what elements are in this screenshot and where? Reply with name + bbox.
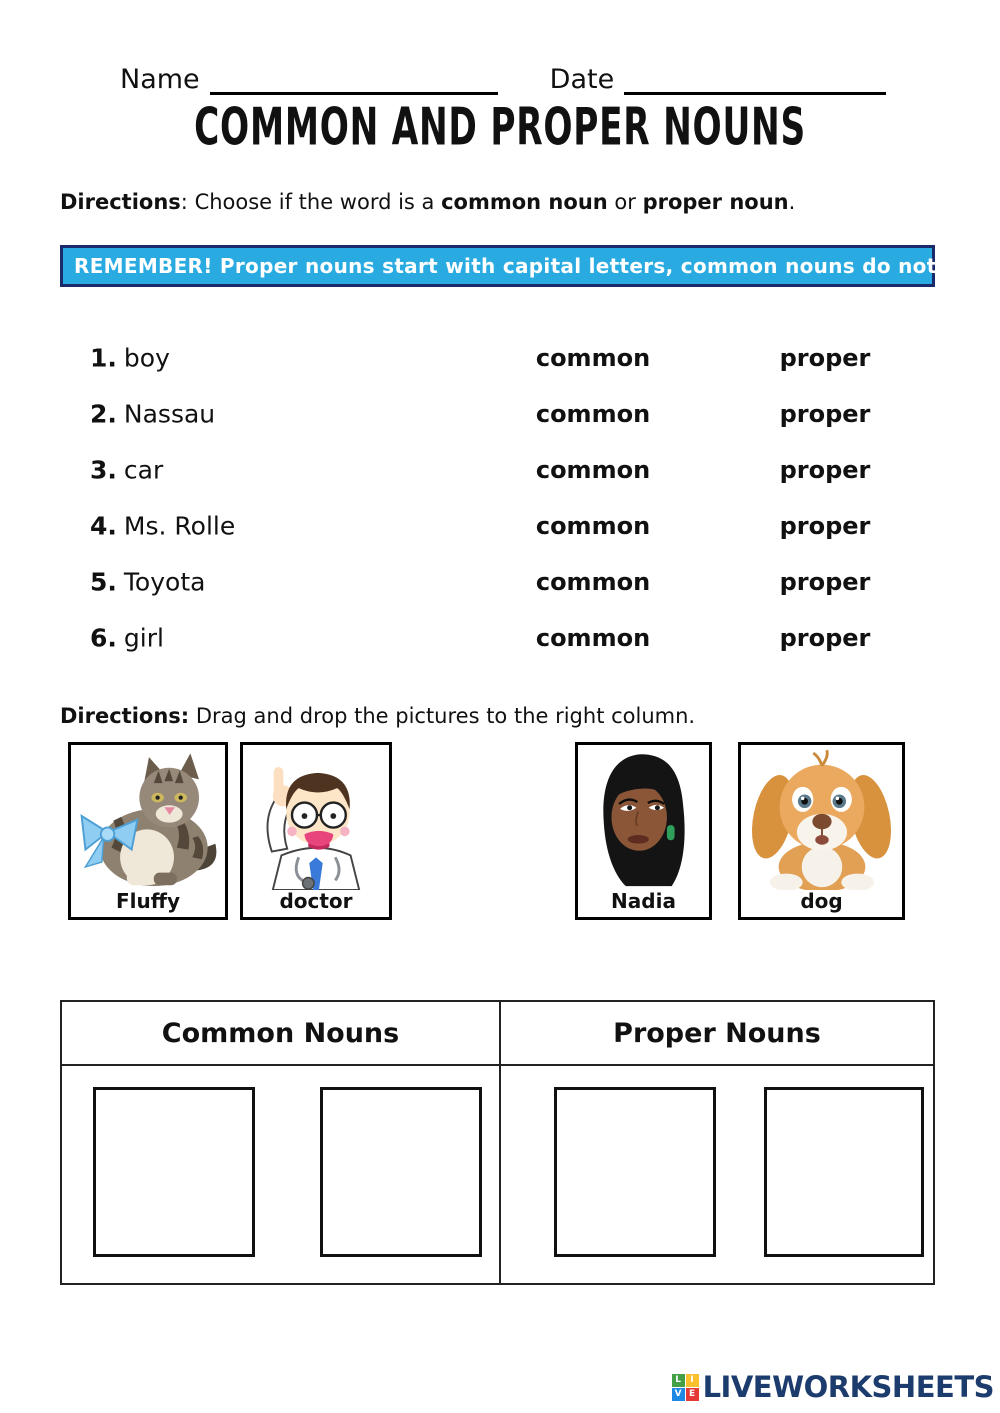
doctor-illustration — [243, 745, 389, 890]
item-number: 1. — [90, 343, 117, 373]
item-word: Toyota — [123, 567, 206, 597]
option-common-4[interactable]: common — [535, 512, 651, 540]
exercise-row-5 — [60, 554, 940, 610]
exercise-item-text — [90, 512, 235, 541]
date-input-line[interactable] — [624, 62, 886, 95]
directions-1-sep: : — [180, 190, 195, 214]
directions-2 — [60, 704, 695, 728]
directions-1-bold-proper: proper noun — [642, 190, 789, 214]
page-title: COMMON AND PROPER NOUNS — [194, 97, 806, 158]
exercise-item-text — [90, 624, 164, 653]
card-label-doctor: doctor — [279, 889, 353, 913]
card-label-nadia: Nadia — [611, 889, 676, 913]
option-common-1[interactable]: common — [535, 344, 651, 372]
reminder-banner-text: REMEMBER! Proper nouns start with capital letters, common nouns do not. — [74, 254, 945, 278]
exercise-item-text — [90, 568, 205, 597]
logo-square-v: V — [672, 1388, 685, 1401]
dog-illustration — [741, 745, 902, 890]
card-label-fluffy: Fluffy — [116, 889, 180, 913]
puppy-cartoon-image — [741, 745, 902, 890]
directions-1-period: . — [788, 190, 796, 214]
exercise-row-1 — [60, 330, 940, 386]
item-number: 3. — [90, 455, 117, 485]
drop-slot-common-1[interactable] — [93, 1087, 255, 1257]
exercise-row-3 — [60, 442, 940, 498]
option-proper-3[interactable]: proper — [779, 456, 871, 484]
item-word: car — [123, 455, 164, 485]
picture-cards-row — [0, 742, 1000, 928]
directions-1-or: or — [607, 190, 643, 214]
woman-portrait-image — [578, 745, 709, 890]
name-input-line[interactable] — [210, 62, 498, 95]
item-number: 2. — [90, 399, 117, 429]
option-common-3[interactable]: common — [535, 456, 651, 484]
option-proper-5[interactable]: proper — [779, 568, 871, 596]
card-nadia[interactable] — [575, 742, 712, 920]
name-date-row — [120, 62, 886, 95]
directions-1-label: Directions — [60, 190, 181, 214]
exercise-row-2 — [60, 386, 940, 442]
exercise-row-4 — [60, 498, 940, 554]
logo-square-l: L — [672, 1374, 685, 1387]
item-number: 6. — [90, 623, 117, 653]
card-doctor[interactable] — [240, 742, 392, 920]
item-word: boy — [123, 343, 170, 373]
item-word: Ms. Rolle — [123, 511, 236, 541]
option-proper-4[interactable]: proper — [779, 512, 871, 540]
option-common-6[interactable]: common — [535, 624, 651, 652]
card-fluffy[interactable] — [68, 742, 228, 920]
card-dog[interactable] — [738, 742, 905, 920]
exercise-item-text — [90, 400, 215, 429]
cat-with-blue-bow-image — [71, 745, 225, 890]
directions-2-text: Drag and drop the pictures to the right column. — [189, 704, 696, 728]
exercise-row-6 — [60, 610, 940, 666]
liveworksheets-logo[interactable] — [672, 1372, 994, 1402]
choose-exercise — [60, 330, 940, 666]
directions-1 — [60, 190, 795, 214]
item-word: Nassau — [123, 399, 216, 429]
proper-nouns-header: Proper Nouns — [613, 1017, 821, 1049]
exercise-item-text — [90, 456, 163, 485]
worksheet-title-wrap — [0, 97, 1000, 158]
liveworksheets-grid-icon — [672, 1374, 699, 1401]
nadia-illustration — [578, 745, 709, 890]
directions-1-bold-common: common noun — [441, 190, 608, 214]
doctor-cartoon-image — [243, 745, 389, 890]
option-proper-1[interactable]: proper — [779, 344, 871, 372]
reminder-banner — [60, 245, 945, 287]
option-proper-2[interactable]: proper — [779, 400, 871, 428]
name-label: Name — [120, 64, 200, 95]
directions-1-text: Choose if the word is a — [194, 190, 442, 214]
noun-sorting-table — [60, 1000, 935, 1285]
cat-illustration — [71, 745, 225, 890]
brand-name: LIVEWORKSHEETS — [702, 1370, 994, 1404]
date-label: Date — [549, 64, 615, 95]
logo-square-e: E — [686, 1388, 699, 1401]
exercise-item-text — [90, 344, 170, 373]
option-common-2[interactable]: common — [535, 400, 651, 428]
table-header-divider — [62, 1064, 933, 1066]
item-word: girl — [123, 623, 164, 653]
item-number: 5. — [90, 567, 117, 597]
drop-slot-common-2[interactable] — [320, 1087, 482, 1257]
drop-slot-proper-2[interactable] — [764, 1087, 924, 1257]
item-number: 4. — [90, 511, 117, 541]
logo-square-i: I — [686, 1374, 699, 1387]
option-common-5[interactable]: common — [535, 568, 651, 596]
common-nouns-header: Common Nouns — [161, 1017, 400, 1049]
card-label-dog: dog — [800, 889, 843, 913]
option-proper-6[interactable]: proper — [779, 624, 871, 652]
drop-slot-proper-1[interactable] — [554, 1087, 716, 1257]
directions-2-label: Directions: — [60, 704, 190, 728]
